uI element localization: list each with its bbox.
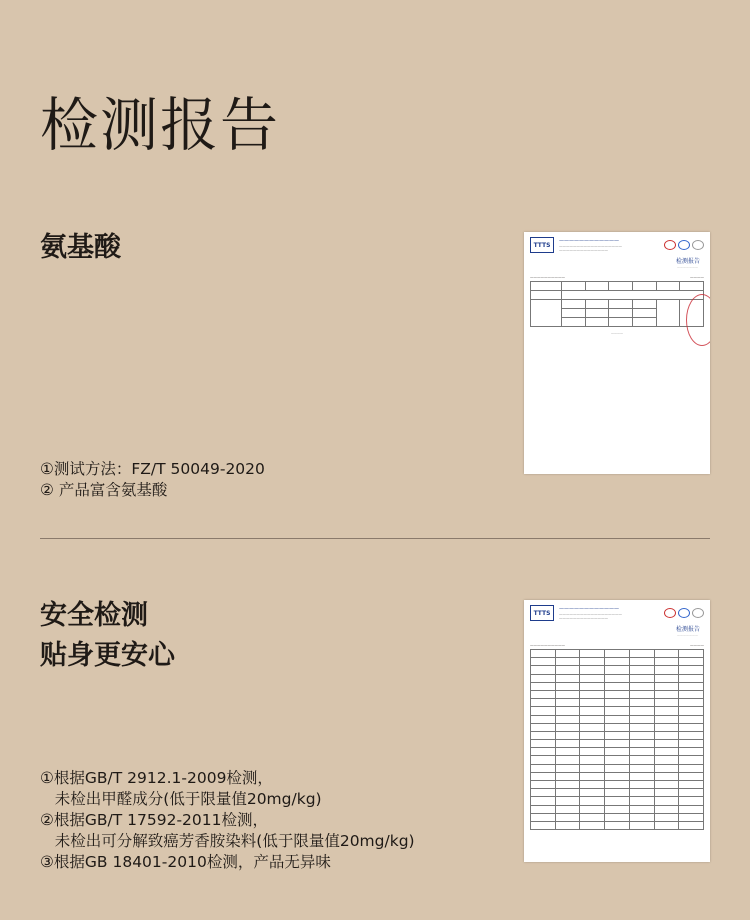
certification-seals [664,608,704,618]
amino-note-1: ①测试方法：FZ/T 50049-2020 [40,460,265,478]
safety-note-2: 未检出甲醛成分(低于限量值20mg/kg) [40,790,322,808]
report-table [530,281,704,327]
safety-note-1: ①根据GB/T 2912.1-2009检测， [40,769,273,787]
safety-note-5: ③根据GB 18401-2010检测，产品无异味 [40,853,331,871]
section-amino-heading: 氨基酸 [40,232,121,263]
report-table [530,649,704,830]
amino-notes [40,459,265,501]
safety-heading-line1: 安全检测 [40,600,148,631]
certification-seals [664,240,704,250]
report-thumbnail-safety: TTTS ———————————— —————————————————— —————————————— 检测报告 ——————— —————————— ———— [524,600,710,862]
report-title-small: 检测报告 [675,626,700,633]
safety-note-3: ②根据GB/T 17592-2011检测， [40,811,269,829]
section-divider [40,538,710,539]
report-thumbnail-amino: TTTS ———————————— —————————————————— —————————————— 检测报告 ——————— —————————— ———— ———— [524,232,710,474]
safety-note-4: 未检出可分解致癌芳香胺染料(低于限量值20mg/kg) [40,832,415,850]
page-title: 检测报告 [40,91,281,159]
section-safety-heading [40,596,175,676]
ttts-logo: TTTS [530,605,554,621]
report-title-small: 检测报告 [675,258,700,265]
safety-heading-line2: 贴身更安心 [40,640,175,671]
ttts-logo: TTTS [530,237,554,253]
safety-notes [40,768,415,873]
amino-note-2: ② 产品富含氨基酸 [40,481,168,499]
official-stamp [686,294,710,346]
